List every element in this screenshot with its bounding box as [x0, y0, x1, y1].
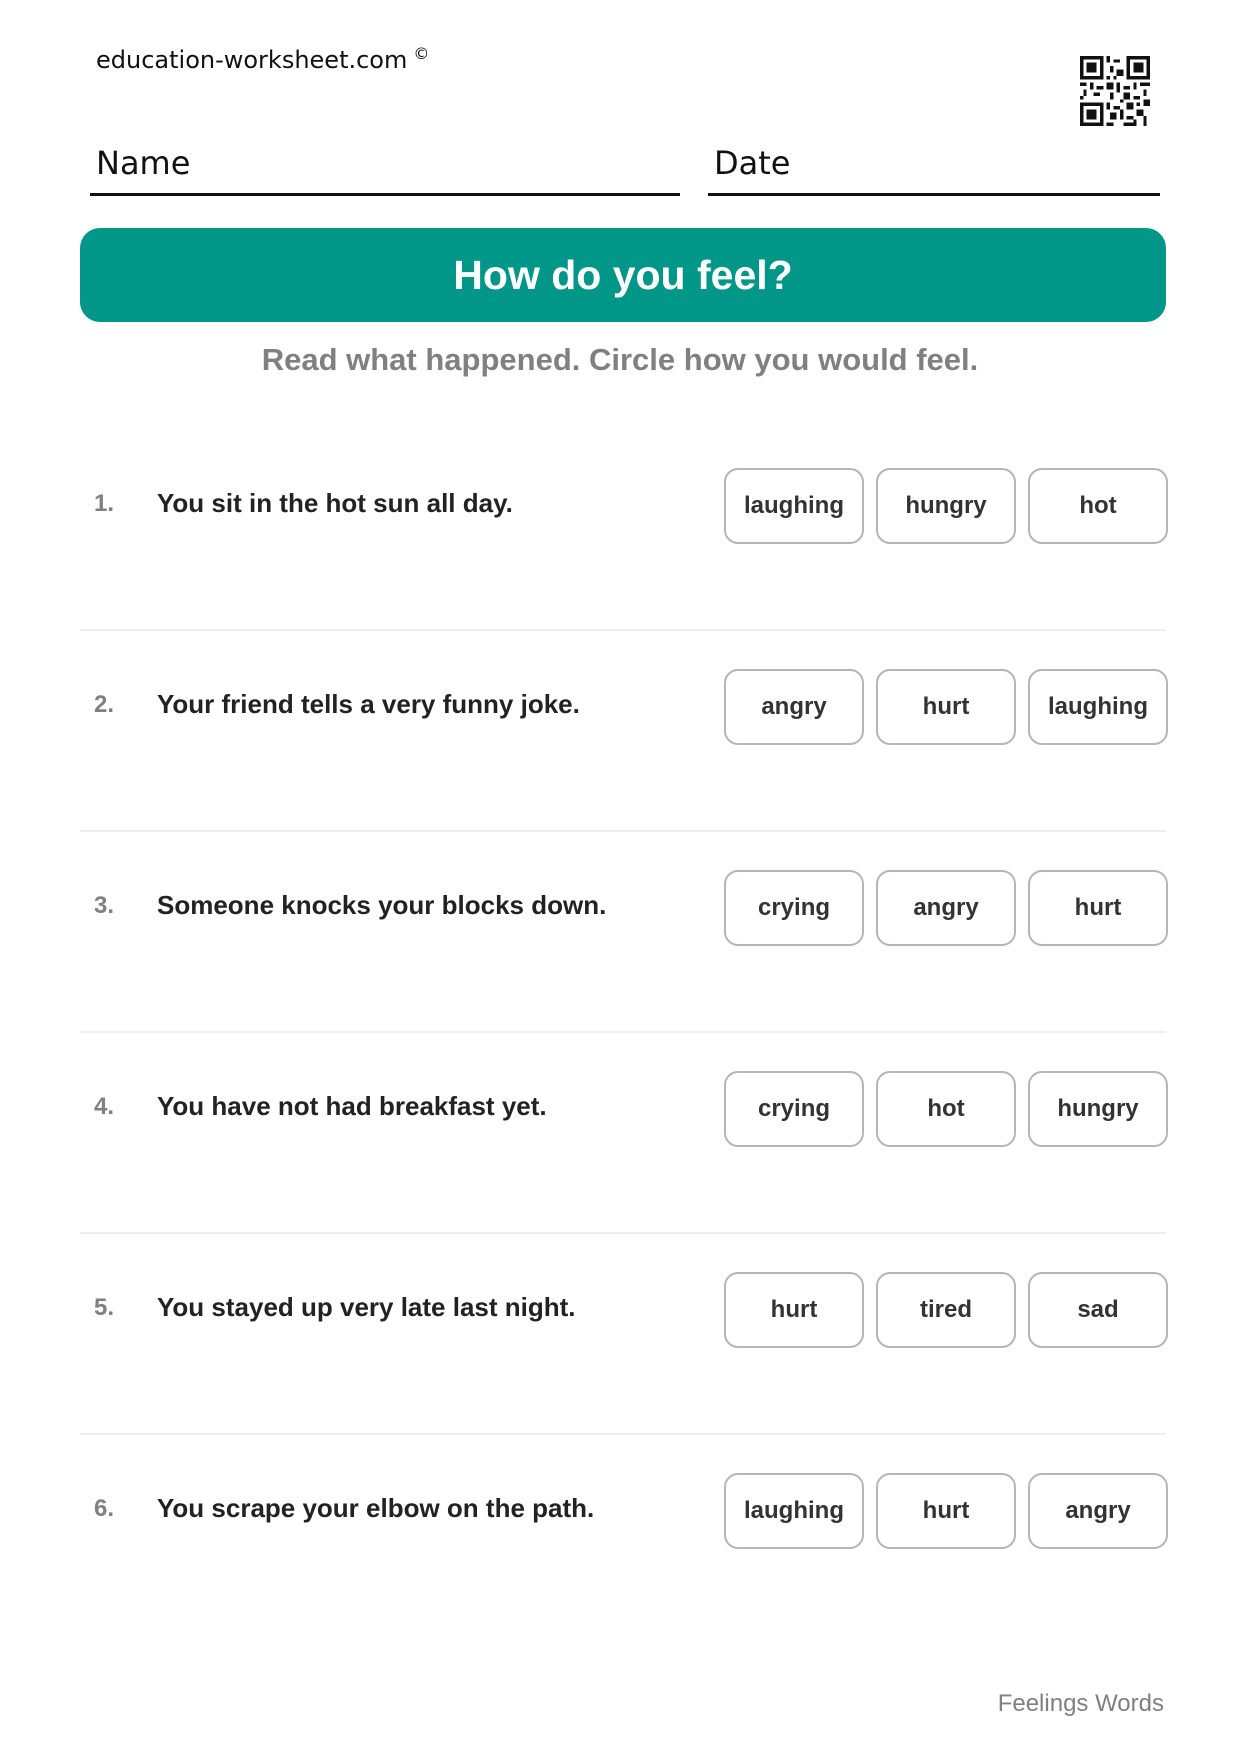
copyright-symbol: ©	[413, 44, 430, 63]
answer-options	[724, 1473, 1168, 1549]
question-row	[80, 1234, 1166, 1435]
name-label: Name	[96, 144, 191, 182]
answer-option[interactable]: hurt	[876, 669, 1016, 745]
answer-option[interactable]: hurt	[724, 1272, 864, 1348]
question-text: You scrape your elbow on the path.	[157, 1493, 595, 1523]
site-credit	[96, 44, 429, 74]
answer-option[interactable]: tired	[876, 1272, 1016, 1348]
qr-code-icon	[1080, 56, 1150, 126]
question-text: Your friend tells a very funny joke.	[157, 689, 580, 719]
answer-options	[724, 669, 1168, 745]
footer-label: Feelings Words	[997, 1690, 1164, 1717]
answer-options	[724, 1071, 1168, 1147]
question-number: 3.	[94, 892, 115, 919]
answer-option[interactable]: laughing	[1028, 669, 1168, 745]
question-number: 1.	[94, 490, 115, 517]
question-list	[80, 430, 1166, 1636]
answer-option[interactable]: angry	[876, 870, 1016, 946]
answer-option[interactable]: crying	[724, 870, 864, 946]
question-number: 6.	[94, 1495, 115, 1522]
title-banner	[80, 228, 1166, 322]
answer-option[interactable]: hurt	[1028, 870, 1168, 946]
answer-option[interactable]: crying	[724, 1071, 864, 1147]
site-name: education-worksheet.com	[96, 46, 408, 74]
question-row	[80, 832, 1166, 1033]
answer-option[interactable]: hot	[1028, 468, 1168, 544]
answer-option[interactable]: angry	[1028, 1473, 1168, 1549]
answer-option[interactable]: hot	[876, 1071, 1016, 1147]
question-row	[80, 1033, 1166, 1234]
question-row	[80, 631, 1166, 832]
answer-option[interactable]: laughing	[724, 1473, 864, 1549]
answer-option[interactable]: laughing	[724, 468, 864, 544]
question-text: You sit in the hot sun all day.	[157, 488, 513, 518]
date-label: Date	[714, 144, 791, 182]
answer-options	[724, 1272, 1168, 1348]
worksheet-title: How do you feel?	[453, 251, 793, 298]
answer-option[interactable]: hungry	[1028, 1071, 1168, 1147]
date-field[interactable]	[708, 140, 1160, 196]
answer-option[interactable]: hungry	[876, 468, 1016, 544]
answer-option[interactable]: hurt	[876, 1473, 1016, 1549]
answer-options	[724, 468, 1168, 544]
name-field[interactable]	[90, 140, 680, 196]
instructions: Read what happened. Circle how you would feel.	[261, 342, 979, 377]
answer-option[interactable]: sad	[1028, 1272, 1168, 1348]
question-row	[80, 1435, 1166, 1636]
question-row	[80, 430, 1166, 631]
question-text: Someone knocks your blocks down.	[157, 890, 607, 920]
question-text: You have not had breakfast yet.	[157, 1091, 547, 1121]
answer-options	[724, 870, 1168, 946]
answer-option[interactable]: angry	[724, 669, 864, 745]
question-number: 5.	[94, 1294, 115, 1321]
question-number: 2.	[94, 691, 115, 718]
question-text: You stayed up very late last night.	[157, 1292, 576, 1322]
question-number: 4.	[94, 1093, 115, 1120]
